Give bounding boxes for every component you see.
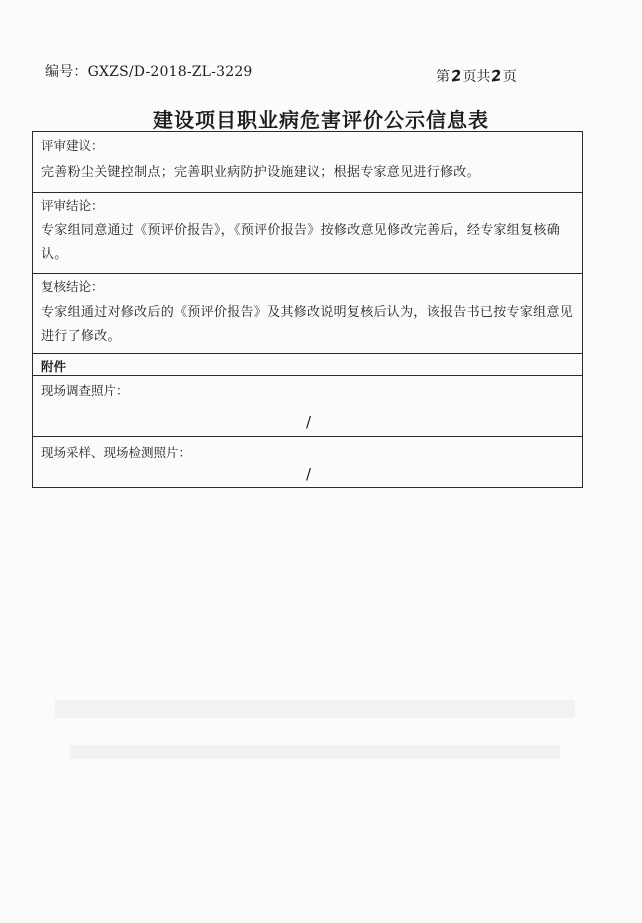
attachment-label: 附件 <box>41 359 67 374</box>
review-suggestion-section <box>33 132 582 193</box>
page-current-number: 2 <box>449 66 463 86</box>
review-conclusion-content: 专家组同意通过《预评价报告》，《预评价报告》按修改意见修改完善后，经专家组复核确认。 <box>41 223 561 262</box>
review-suggestion-content: 完善粉尘关键控制点；完善职业病防护设施建议；根据专家意见进行修改。 <box>41 165 480 180</box>
site-sampling-photos-section <box>33 437 582 487</box>
page-indicator <box>436 66 517 86</box>
publicity-info-table <box>32 131 583 488</box>
recheck-conclusion-section <box>33 274 582 354</box>
form-title: 建设项目职业病危害评价公示信息表 <box>153 108 489 132</box>
site-survey-photos-section <box>33 376 582 437</box>
recheck-conclusion-content: 专家组通过对修改后的《预评价报告》及其修改说明复核后认为，该报告书已按专家组意见进行了修改。 <box>41 305 574 344</box>
review-conclusion-section <box>33 193 582 274</box>
scan-shadow-band <box>70 745 560 759</box>
site-sampling-photos-value: / <box>306 465 312 483</box>
page-total-number: 2 <box>490 66 504 86</box>
attachment-section <box>33 354 582 376</box>
page-prefix: 第 <box>436 69 450 85</box>
scan-shadow-band <box>55 700 575 718</box>
review-suggestion-label: 评审建议： <box>41 138 104 153</box>
page-middle: 页共 <box>462 69 491 85</box>
site-sampling-photos-label: 现场采样、现场检测照片： <box>41 445 192 460</box>
site-survey-photos-label: 现场调查照片： <box>41 383 129 398</box>
review-conclusion-label: 评审结论： <box>41 198 104 213</box>
document-number: 编号：GXZS/D-2018-ZL-3229 <box>45 64 253 80</box>
recheck-conclusion-label: 复核结论： <box>41 279 104 294</box>
site-survey-photos-value: / <box>306 413 312 431</box>
page-suffix: 页 <box>502 69 517 85</box>
